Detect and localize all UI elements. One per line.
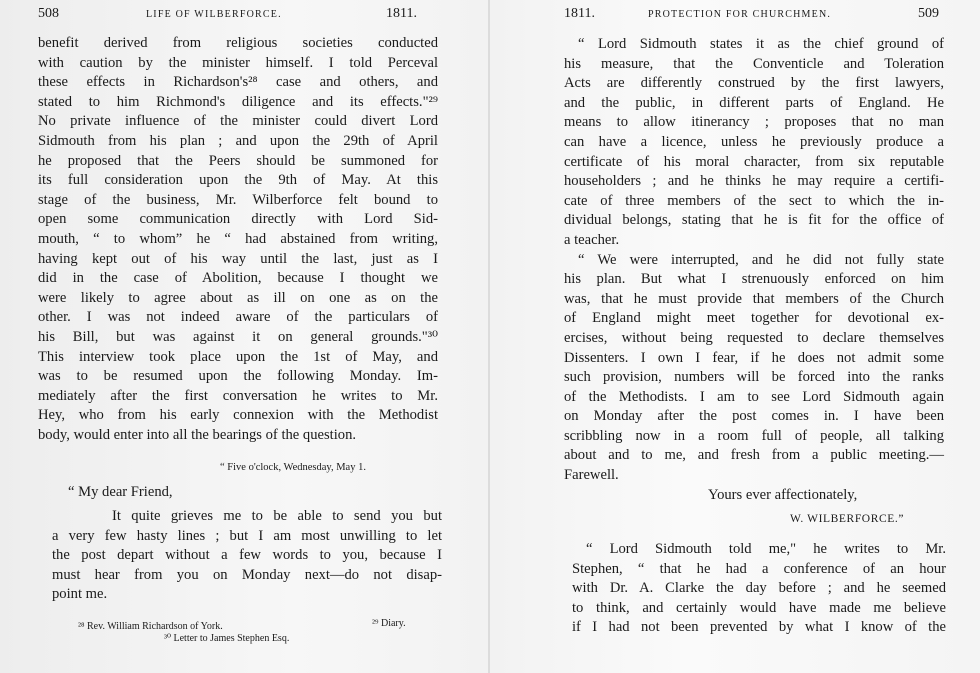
- text-line: its full consideration upon the 9th of May. At this: [38, 172, 438, 189]
- text-line: Stephen, “ that he had a conference of an hour: [572, 560, 946, 577]
- letter-closing: Yours ever affectionately,: [708, 487, 858, 503]
- text-line: were likely to agree about as ill on one as on the: [38, 289, 438, 306]
- text-line: Hey, who from his early connexion with the Methodist: [38, 407, 438, 424]
- left-main-text: [38, 34, 438, 445]
- text-line: “ Lord Sidmouth told me," he writes to Mr.: [586, 541, 946, 557]
- text-line: his measure, that the Conventicle and Toleration: [564, 55, 944, 72]
- signature-text: W. WILBERFORCE.”: [790, 513, 905, 525]
- text-line: body, would enter into all the bearings of the question.: [38, 426, 357, 443]
- right-letter-text: [564, 35, 944, 486]
- text-line: these effects in Richardson's²⁸ case and others, and: [38, 74, 438, 91]
- text-line: must hear from you on Monday next—do not disap-: [52, 566, 442, 583]
- text-line: the post depart without a few words to you, because I: [52, 547, 442, 564]
- text-line: a teacher.: [564, 231, 620, 248]
- letter-signature: [790, 510, 904, 527]
- text-line: This interview took place upon the 1st of May, and: [38, 348, 438, 365]
- text-line: of England might meet together for devotional ex-: [564, 310, 944, 327]
- text-line: stated to him Richmond's diligence and its effects."²⁹: [38, 93, 438, 110]
- text-line: certificate of his moral character, from six reputable: [564, 153, 944, 170]
- text-line: of the Methodists. I am to see Lord Sidmouth again: [564, 388, 944, 405]
- text-line: It quite grieves me to be able to send you but: [112, 508, 442, 524]
- text-line: did in the case of Abolition, because I thought we: [38, 270, 438, 287]
- right-page: [490, 0, 980, 673]
- text-line: about and to me, and fresh from a public meeting.—: [564, 447, 944, 464]
- text-line: Acts are differently construed by the first lawyers,: [564, 75, 944, 92]
- text-line: on Monday after the post comes in. I have been: [564, 408, 944, 425]
- text-line: point me.: [52, 586, 108, 603]
- text-line: can have a licence, unless he previously produce a: [564, 133, 944, 150]
- text-line: dividual belongs, stating that he is fit for the office of: [564, 212, 944, 229]
- text-line: he proposed that the Peers should be summoned for: [38, 152, 438, 169]
- text-line: stage of the business, Mr. Wilberforce felt bound to: [38, 191, 438, 208]
- letter-salutation: “ My dear Friend,: [68, 484, 173, 500]
- text-line: mouth, “ to whom” he “ had abstained from writing,: [38, 230, 438, 247]
- page-number: 509: [918, 6, 939, 21]
- footnote-28: ²⁸ Rev. William Richardson of York.: [78, 621, 223, 632]
- running-title: LIFE OF WILBERFORCE.: [146, 9, 282, 20]
- page-number: 508: [38, 6, 59, 21]
- text-line: open some communication directly with Lord Sid-: [38, 211, 438, 228]
- letter-text: [52, 507, 442, 605]
- header-year: 1811.: [564, 6, 595, 21]
- text-line: mediately after the first conversation he writes to Mr.: [38, 387, 438, 404]
- text-line: Farewell.: [564, 467, 619, 484]
- text-line: Sidmouth from his plan ; and upon the 29th of April: [38, 132, 438, 149]
- text-line: with caution by the minister himself. I told Perceval: [38, 54, 438, 71]
- text-line: householders ; and he thinks he may require a certifi-: [564, 173, 944, 190]
- text-line: benefit derived from religious societies conducted: [38, 35, 438, 51]
- text-line: “ Lord Sidmouth states it as the chief ground of: [578, 36, 944, 52]
- text-line: to think, and certainly would have made me believe: [572, 599, 946, 616]
- letter-dateline: “ Five o'clock, Wednesday, May 1.: [220, 462, 366, 473]
- right-closing-text: [572, 540, 946, 638]
- header-year: 1811.: [386, 6, 417, 21]
- text-line: ercises, without being requested to declare themselves: [564, 329, 944, 346]
- text-line: means to allow itinerancy ; proposes that no man: [564, 114, 944, 131]
- text-line: other. I was not indeed aware of the particulars of: [38, 309, 438, 326]
- text-line: Dissenters. I own I fear, if he does not admit some: [564, 349, 944, 366]
- text-line: if I had not been prevented by what I know of the: [572, 619, 946, 636]
- running-title: PROTECTION FOR CHURCHMEN.: [648, 9, 832, 20]
- text-line: such provision, numbers will be forced into the ranks: [564, 369, 944, 386]
- footnote-30: ³⁰ Letter to James Stephen Esq.: [164, 633, 290, 644]
- text-line: his plan. But what I strenuously enforced on him: [564, 271, 944, 288]
- text-line: his Bill, but was against it on general grounds."³⁰: [38, 328, 438, 345]
- text-line: No private influence of the minister could divert Lord: [38, 113, 438, 130]
- text-line: a very few hasty lines ; but I am most unwilling to let: [52, 527, 442, 544]
- text-line: scribbling now in a room full of people, all talking: [564, 427, 944, 444]
- footnote-29: ²⁹ Diary.: [372, 618, 406, 629]
- text-line: cate of three members of the sect to which the in-: [564, 192, 944, 209]
- text-line: “ We were interrupted, and he did not fully state: [578, 251, 944, 268]
- text-line: was to be resumed upon the following Monday. Im-: [38, 368, 438, 385]
- text-line: was, that he must provide that members of the Church: [564, 290, 944, 307]
- text-line: and the public, in different parts of England. He: [564, 94, 944, 111]
- text-line: with Dr. A. Clarke the day before ; and he seemed: [572, 580, 946, 597]
- text-line: having kept out of his way until the last, just as I: [38, 250, 438, 267]
